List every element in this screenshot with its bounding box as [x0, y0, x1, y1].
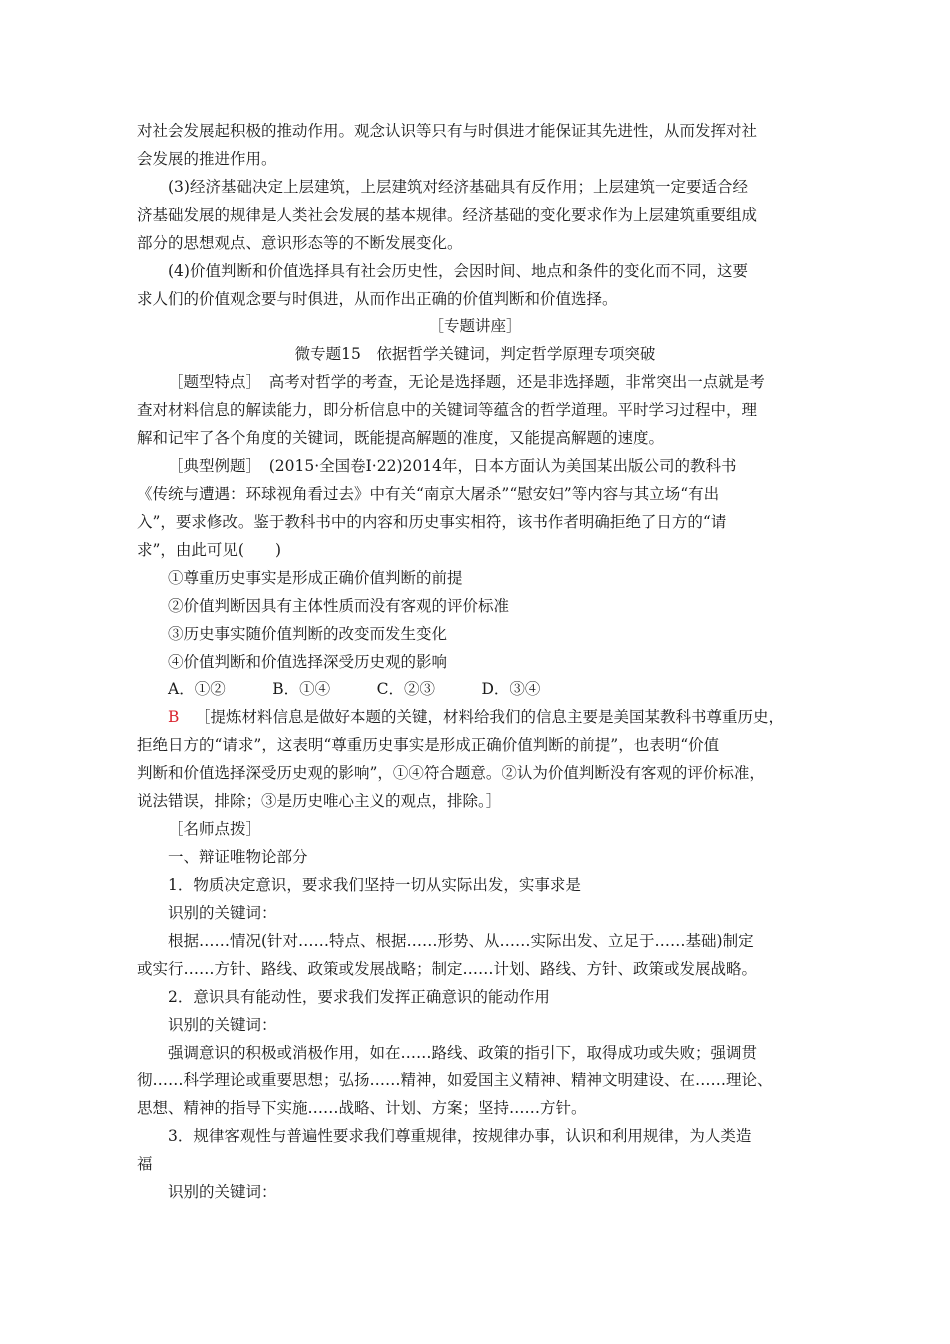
- text-line: 入”，要求修改。鉴于教科书中的内容和历史事实相符，该书作者明确拒绝了日方的“请: [137, 513, 727, 531]
- text-line: 3．规律客观性与普遍性要求我们尊重规律，按规律办事，认识和利用规律，为人类造: [168, 1127, 752, 1145]
- text-line: 2．意识具有能动性，要求我们发挥正确意识的能动作用: [168, 988, 550, 1006]
- option-4: ④价值判断和价值选择深受历史观的影响: [168, 653, 448, 671]
- text-line: 识别的关键词：: [168, 1016, 277, 1034]
- section-heading: ［专题讲座］: [428, 317, 522, 335]
- text-line: 判断和价值选择深受历史观的影响”，①④符合题意。②认为价值判断没有客观的评价标准，: [137, 764, 765, 782]
- text-line: 解和记牢了各个角度的关键词，既能提高解题的准度，又能提高解题的速度。: [137, 429, 665, 447]
- option-3: ③历史事实随价值判断的改变而发生变化: [168, 625, 448, 643]
- text-line: 拒绝日方的“请求”，这表明“尊重历史事实是形成正确价值判断的前提”，也表明“价值: [137, 736, 720, 754]
- section-heading: ［名师点拨］: [168, 820, 262, 838]
- text-line: 部分的思想观点、意识形态等的不断发展变化。: [137, 234, 463, 252]
- text-line: 识别的关键词：: [168, 1183, 277, 1201]
- answer-choices: A．①② B．①④ C．②③ D．③④: [168, 680, 541, 698]
- text-line: 《传统与遭遇：环球视角看过去》中有关“南京大屠杀”“慰安妇”等内容与其立场“有出: [137, 485, 720, 503]
- text-line: 济基础发展的规律是人类社会发展的基本规律。经济基础的变化要求作为上层建筑重要组成: [137, 206, 758, 224]
- text-line: 彻……科学理论或重要思想；弘扬……精神，如爱国主义精神、精神文明建设、在……理论、: [137, 1071, 773, 1089]
- option-2: ②价值判断因具有主体性质而没有客观的评价标准: [168, 597, 510, 615]
- text-line: 1．物质决定意识，要求我们坚持一切从实际出发，实事求是: [168, 876, 581, 894]
- text-line: 求”，由此可见( ): [137, 541, 282, 559]
- text-line: 对社会发展起积极的推动作用。观念认识等只有与时俱进才能保证其先进性，从而发挥对社: [137, 122, 758, 140]
- subtopic-title: 微专题15 依据哲学关键词，判定哲学原理专项突破: [294, 345, 656, 363]
- text-line: 强调意识的积极或消极作用，如在……路线、政策的指引下，取得成功或失败；强调贯: [168, 1044, 758, 1062]
- text-line: 根据……情况(针对……特点、根据……形势、从……实际出发、立足于……基础)制定: [168, 932, 754, 950]
- text-line: (3)经济基础决定上层建筑，上层建筑对经济基础具有反作用；上层建筑一定要适合经: [168, 178, 748, 196]
- text-line: 求人们的价值观念要与时俱进，从而作出正确的价值判断和价值选择。: [137, 290, 618, 308]
- text-line: 查对材料信息的解读能力，即分析信息中的关键词等蕴含的哲学道理。平时学习过程中，理: [137, 401, 758, 419]
- option-1: ①尊重历史事实是形成正确价值判断的前提: [168, 569, 463, 587]
- text-line: 思想、精神的指导下实施……战略、计划、方案；坚持……方针。: [137, 1099, 587, 1117]
- text-line: 会发展的推进作用。: [137, 150, 277, 168]
- text-line: 或实行……方针、路线、政策或发展战略；制定……计划、路线、方针、政策或发展战略。: [137, 960, 758, 978]
- text-line: 识别的关键词：: [168, 904, 277, 922]
- answer-letter: B: [168, 708, 180, 726]
- text-line: ［题型特点］ 高考对哲学的考查，无论是选择题，还是非选择题，非常突出一点就是考: [168, 373, 765, 391]
- text-line: (4)价值判断和价值选择具有社会历史性，会因时间、地点和条件的变化而不同，这要: [168, 262, 748, 280]
- section-heading: 一、辩证唯物论部分: [168, 848, 308, 866]
- text-line: 说法错误，排除；③是历史唯心主义的观点，排除。］: [137, 792, 502, 810]
- text-line: 福: [137, 1155, 153, 1173]
- text-line: ［提炼材料信息是做好本题的关键，材料给我们的信息主要是美国某教科书尊重历史，: [195, 708, 785, 726]
- text-line: ［典型例题］ (2015·全国卷Ⅰ·22)2014年，日本方面认为美国某出版公司的教科书: [168, 457, 737, 475]
